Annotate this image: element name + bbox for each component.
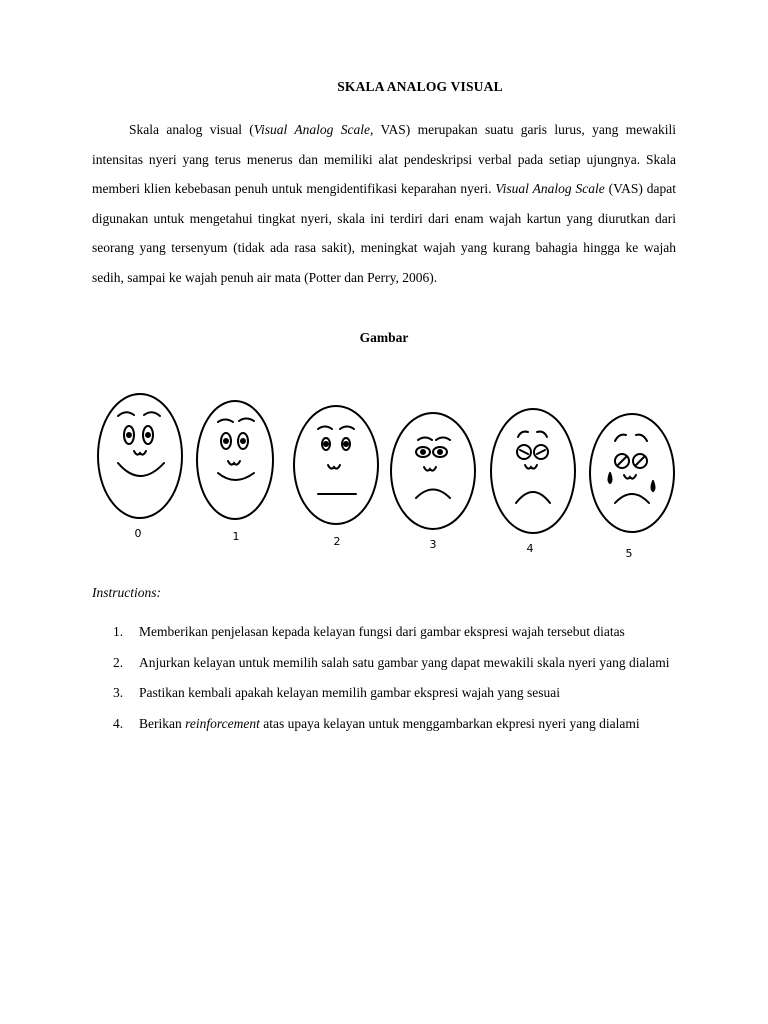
page-title: SKALA ANALOG VISUAL bbox=[337, 79, 503, 94]
paragraph-italic-1: Visual Analog Scale bbox=[253, 122, 371, 137]
face-label-5: 5 bbox=[625, 547, 633, 560]
instruction-number: 1. bbox=[113, 624, 124, 639]
instruction-number: 2. bbox=[113, 654, 124, 670]
face-0-smiling bbox=[98, 394, 182, 518]
face-label-4: 4 bbox=[526, 542, 534, 555]
face-4-sadder bbox=[491, 409, 575, 533]
instruction-text: Anjurkan kelayan untuk memilih salah satu gambar yang dapat mewakili skala nyeri yang dialami bbox=[139, 654, 670, 670]
face-label-0: 0 bbox=[134, 527, 142, 540]
face-3-sad bbox=[391, 413, 475, 529]
instruction-number: 3. bbox=[113, 685, 124, 701]
instruction-number: 4. bbox=[113, 715, 124, 731]
instruction-item bbox=[113, 617, 676, 647]
instructions-heading: Instructions: bbox=[92, 585, 161, 600]
instruction-item bbox=[113, 709, 676, 739]
face-label-3: 3 bbox=[429, 538, 437, 551]
instruction-item bbox=[113, 648, 676, 678]
instruction-text-post: atas upaya kelayan untuk menggambarkan ekpresi nyeri yang dialami bbox=[259, 715, 640, 731]
face-5-crying bbox=[590, 414, 674, 532]
paragraph-text-3: (VAS) dapat digunakan untuk mengetahui tingkat nyeri, skala ini terdiri dari enam wajah kartun yang diurutkan dari seorang yang tersenyum (tidak ada rasa sakit), meningkat wajah yang kurang bahagia hingga ke wajah sedih, sampai ke wajah penuh air mata (Potter dan Perry, 2006). bbox=[92, 181, 676, 285]
instruction-emphasis: reinforcement bbox=[185, 715, 260, 731]
instructions-list bbox=[113, 617, 676, 739]
face-2-neutral bbox=[294, 406, 378, 524]
face-1-slightly-happy bbox=[197, 401, 273, 519]
paragraph-italic-2: Visual Analog Scale bbox=[495, 181, 605, 197]
paragraph-text-2: , VAS) merupakan suatu garis lurus, yang mewakili intensitas nyeri yang terus menerus dan memiliki alat pendeskripsi verbal pada setiap ujungnya. Skala memberi klien kebebasan penuh untuk mengidentifikasi keparahan nyeri. bbox=[92, 122, 676, 197]
instruction-text: Pastikan kembali apakah kelayan memilih gambar ekspresi wajah yang sesuai bbox=[139, 685, 560, 701]
instruction-text-pre: Berikan bbox=[139, 715, 186, 731]
body-paragraph bbox=[92, 115, 676, 293]
figure-label: Gambar bbox=[359, 330, 409, 345]
pain-faces-figure bbox=[88, 385, 678, 565]
paragraph-text-1: Skala analog visual ( bbox=[129, 122, 254, 137]
instruction-item bbox=[113, 678, 676, 708]
face-label-1: 1 bbox=[232, 530, 240, 543]
face-label-2: 2 bbox=[333, 535, 341, 548]
instruction-text: Memberikan penjelasan kepada kelayan fungsi dari gambar ekspresi wajah tersebut diatas bbox=[139, 624, 625, 639]
